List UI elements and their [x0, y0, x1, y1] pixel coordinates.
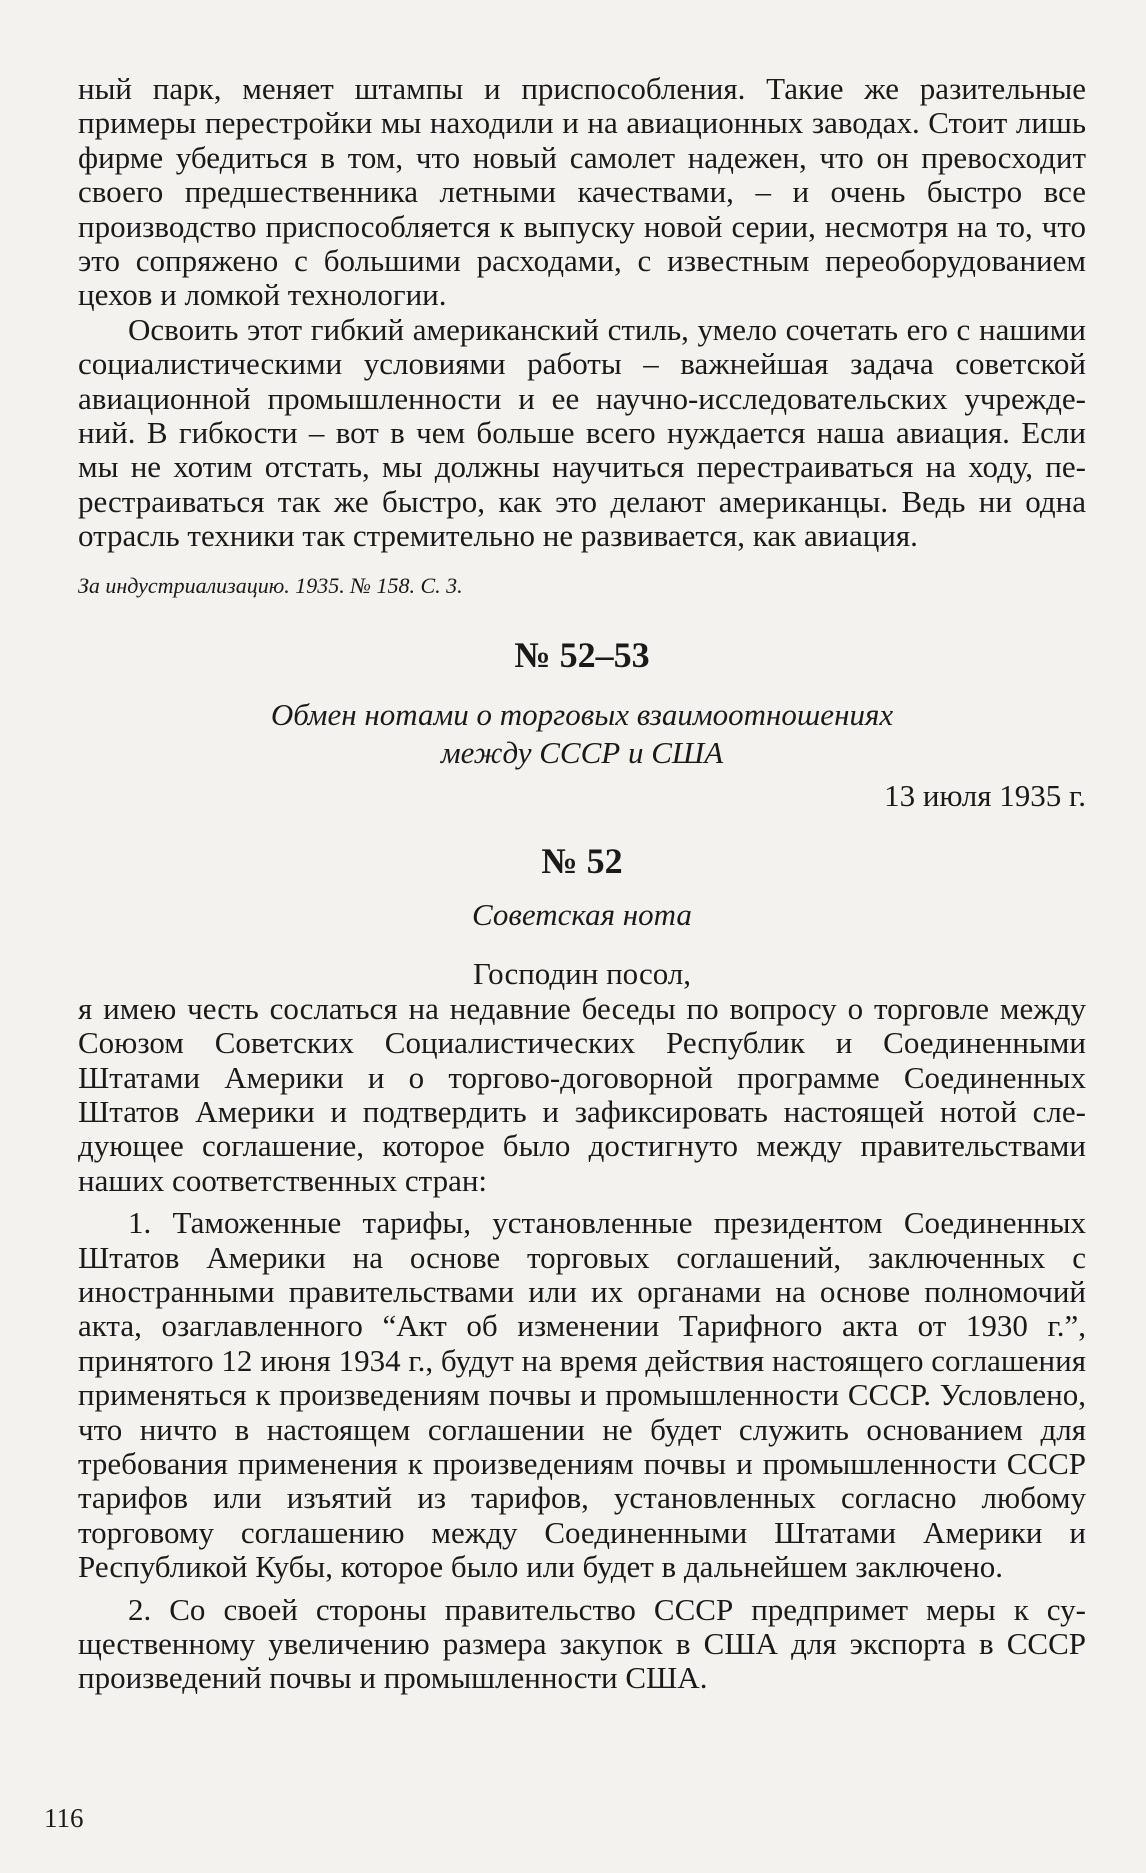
- subsection-title: Советская нота: [472, 896, 692, 932]
- note-item-2: 2. Со своей стороны правительство СССР предпримет меры к существенному увеличению размера закупок в США для экспорта в СССР произведений почвы и промышленности США.: [78, 1591, 1086, 1696]
- paragraph-american-style: Освоить этот гибкий американский стиль, умело сочетать его с нашими социалистическими условиями работы – важнейшая задача советской авиационной промышленности и ее научно-исследовательских учреждений. В гибкости – вот в чем больше всего нуждается наша авиация. Если мы не хотим отстать, мы должны научиться перестраиваться на ходу, перестраиваться так же быстро, как это делают американцы. Ведь ни одна отрасль техники так стремительно не развивается, как авиация.: [78, 311, 1086, 554]
- subsection-number: № 52: [541, 840, 623, 881]
- source-citation: За индустриализацию. 1935. № 158. С. 3.: [78, 572, 463, 598]
- note-item-1: 1. Таможенные тарифы, установленные президентом Соединенных Штатов Америки на основе торговых соглашений, заключенных с иностранными правительствами или их органами на основе полномочий акта, озаглавленного “Акт об изменении Тарифного акта от 1930 г.”, принятого 12 июня 1934 г., будут на время действия настоящего соглашения применяться к произведениям почвы и промышленности СССР. Условлено, что ничто в настоящем соглашении не будет служить основанием для требования применения к произведениям почвы и промышленности СССР тарифов или изъятий из тарифов, установленных согласно любому торговому соглашению между Соединенными Штатами Америки и Республикой Кубы, которое было или будет в дальнейшем заключено.: [78, 1205, 1086, 1585]
- section-title: [78, 696, 1086, 772]
- document-page: [78, 72, 1086, 1696]
- paragraph-continuation: ный парк, меняет штампы и приспособления. Такие же разительные примеры перестройки мы находили и на авиационных заводах. Стоит лишь фирме убедиться в том, что новый самолет надежен, что он превосходит своего предшественника летными качествами, – и очень быстро все производство приспособляется к выпуску новой серии, несмотря на то, что это сопряжено с большими расходами, с известным переоборудованием цехов и ломкой технологии.: [78, 71, 1086, 313]
- section-title-line-1: Обмен нотами о торговых взаимоотношениях: [270, 696, 894, 732]
- note-body-paragraph: я имею честь сослаться на недавние беседы по вопросу о торговле между Союзом Советских Социалистических Республик и Соединенными Штатами Америки и о торгово-договорной программе Соединенных Штатов Америки и подтвердить и зафиксировать настоящей нотой следующее соглашение, которое было достигнуто между правительствами наших соответственных стран:: [78, 990, 1086, 1198]
- section-title-line-2: между СССР и США: [440, 734, 724, 770]
- section-number: № 52–53: [514, 634, 650, 675]
- page-number: 116: [44, 1803, 84, 1833]
- document-date: 13 июля 1935 г.: [884, 777, 1086, 813]
- salutation: Господин посол,: [472, 955, 692, 991]
